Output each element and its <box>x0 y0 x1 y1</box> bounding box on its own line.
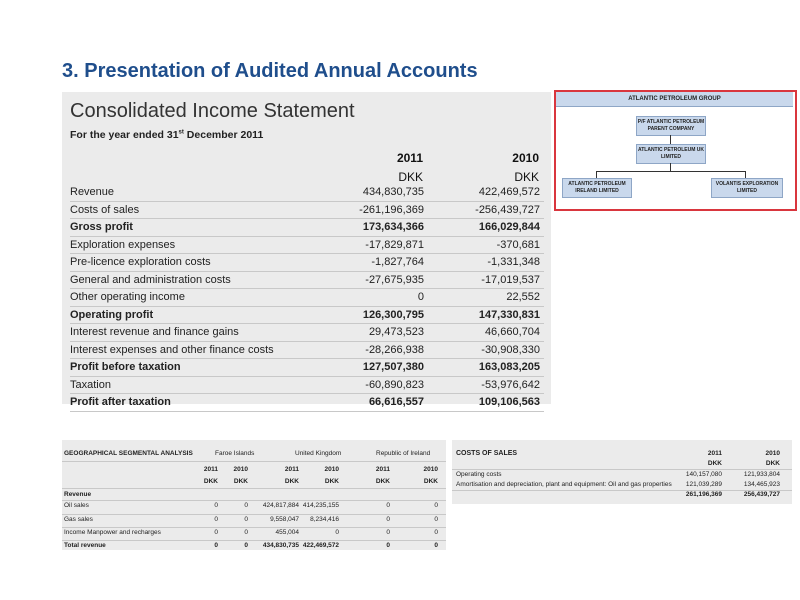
costs-row-label: Operating costs <box>456 471 502 478</box>
income-statement-row <box>70 253 544 271</box>
geo-col-year: 2011 <box>203 466 218 473</box>
value-2011: -261,196,369 <box>359 203 424 216</box>
geo-section-label: Revenue <box>64 491 92 498</box>
org-ireland-limited: ATLANTIC PETROLEUM IRELAND LIMITED <box>562 178 632 198</box>
value-2011: -17,829,871 <box>365 238 424 251</box>
geo-value: 0 <box>434 516 438 523</box>
geo-value: 9,558,047 <box>270 516 299 523</box>
org-volantis-limited: VOLANTIS EXPLORATION LIMITED <box>711 178 783 198</box>
costs-value-2011: 261,196,369 <box>685 491 722 498</box>
income-statement-row <box>70 306 544 324</box>
divider <box>452 469 792 470</box>
income-statement-row <box>70 341 544 359</box>
row-label: Revenue <box>70 186 115 198</box>
income-statement-row <box>70 218 544 236</box>
geo-row-label: Total revenue <box>64 542 106 549</box>
value-2011: 127,507,380 <box>362 361 424 373</box>
geo-col-year: 2010 <box>233 466 248 473</box>
geo-col-currency: DKK <box>423 478 438 485</box>
geo-value: 0 <box>386 542 390 549</box>
geo-value: 0 <box>434 529 438 536</box>
org-connector <box>596 171 746 172</box>
income-statement-title: Consolidated Income Statement <box>70 100 355 122</box>
income-statement-row <box>70 184 544 201</box>
divider <box>62 461 446 462</box>
geo-row-label: Gas sales <box>64 516 93 523</box>
costs-currency-2010: DKK <box>765 460 780 467</box>
geo-table-title: GEOGRAPHICAL SEGMENTAL ANALYSIS <box>64 450 193 457</box>
geo-value: 0 <box>244 542 248 549</box>
geo-value: 0 <box>214 502 218 509</box>
col-year-2011: 2011 <box>396 151 423 165</box>
costs-value-2010: 121,933,804 <box>743 471 780 478</box>
costs-year-2010: 2010 <box>765 450 780 457</box>
income-statement-row <box>70 358 544 376</box>
income-statement-row <box>70 271 544 289</box>
value-2010: 46,660,704 <box>484 326 540 338</box>
geo-value: 455,004 <box>275 529 299 536</box>
col-year-2010: 2010 <box>512 151 539 165</box>
value-2010: 163,083,205 <box>478 361 540 373</box>
geo-value: 0 <box>244 516 248 523</box>
geo-value: 424,817,884 <box>262 502 299 509</box>
value-2010: -17,019,537 <box>481 273 540 286</box>
geo-col-currency: DKK <box>203 478 218 485</box>
col-currency-2011: DKK <box>398 170 423 184</box>
costs-value-2011: 121,039,289 <box>685 481 722 488</box>
geo-value: 0 <box>244 502 248 509</box>
value-2011: 173,634,366 <box>362 221 424 233</box>
value-2010: -370,681 <box>496 238 540 251</box>
income-statement-rows <box>70 184 544 412</box>
org-parent-company: P/F ATLANTIC PETROLEUM PARENT COMPANY <box>636 116 706 136</box>
costs-value-2010: 134,465,923 <box>743 481 780 488</box>
value-2010: 166,029,844 <box>478 221 540 233</box>
org-uk-limited: ATLANTIC PETROLEUM UK LIMITED <box>636 144 706 164</box>
value-2010: 147,330,831 <box>478 308 540 321</box>
costs-value-2010: 256,439,727 <box>743 491 780 498</box>
income-statement-row <box>70 323 544 341</box>
row-label: Profit after taxation <box>70 396 171 408</box>
income-statement-period: For the year ended 31st December 2011 <box>70 129 264 141</box>
value-2011: 0 <box>417 291 424 303</box>
income-statement-row <box>70 393 544 412</box>
row-label: Exploration expenses <box>70 238 176 251</box>
value-2011: 29,473,523 <box>368 326 424 338</box>
costs-row-label: Amortisation and depreciation, plant and equipment: Oil and gas properties <box>456 481 672 488</box>
row-label: Interest expenses and other finance costs <box>70 343 274 356</box>
costs-currency-2011: DKK <box>707 460 722 467</box>
geo-value: 0 <box>434 502 438 509</box>
geo-value: 422,469,572 <box>302 542 339 549</box>
value-2011: -60,890,823 <box>365 378 424 391</box>
value-2010: -53,976,642 <box>481 378 540 391</box>
value-2011: 126,300,795 <box>362 308 424 321</box>
value-2011: -28,266,938 <box>365 343 424 356</box>
value-2011: 434,830,735 <box>362 186 424 198</box>
org-chart <box>554 90 797 211</box>
geo-value: 414,235,155 <box>302 502 339 509</box>
org-group-header: ATLANTIC PETROLEUM GROUP <box>556 92 793 107</box>
geo-row-label: Income Manpower and recharges <box>64 529 161 536</box>
geo-value: 0 <box>434 542 438 549</box>
org-connector <box>745 171 746 178</box>
slide-title: 3. Presentation of Audited Annual Accounts <box>62 60 478 82</box>
geo-region-uk: United Kingdom <box>295 450 342 457</box>
costs-year-2011: 2011 <box>707 450 722 457</box>
geo-value: 0 <box>335 529 339 536</box>
col-currency-2010: DKK <box>514 170 539 184</box>
income-statement-row <box>70 376 544 394</box>
divider <box>62 514 446 515</box>
geo-value: 434,830,735 <box>262 542 299 549</box>
geo-col-year: 2010 <box>423 466 438 473</box>
row-label: Other operating income <box>70 291 185 303</box>
geo-value: 0 <box>386 516 390 523</box>
income-statement-row <box>70 201 544 219</box>
row-label: Taxation <box>70 378 111 391</box>
value-2010: 22,552 <box>506 291 540 303</box>
geo-value: 0 <box>214 542 218 549</box>
row-label: Interest revenue and finance gains <box>70 326 239 338</box>
value-2011: -27,675,935 <box>365 273 424 286</box>
row-label: Operating profit <box>70 308 154 321</box>
row-label: Pre-licence exploration costs <box>70 256 211 268</box>
value-2010: -1,331,348 <box>487 256 540 268</box>
divider <box>62 540 446 541</box>
org-connector <box>670 135 671 144</box>
value-2011: -1,827,764 <box>371 256 424 268</box>
geo-value: 8,234,416 <box>310 516 339 523</box>
geo-col-year: 2011 <box>375 466 390 473</box>
divider <box>62 527 446 528</box>
geo-col-year: 2010 <box>324 466 339 473</box>
row-label: Costs of sales <box>70 203 140 216</box>
income-statement-row <box>70 288 544 306</box>
costs-value-2011: 140,157,080 <box>685 471 722 478</box>
geo-row-label: Oil sales <box>64 502 89 509</box>
divider <box>62 500 446 501</box>
geo-col-currency: DKK <box>284 478 299 485</box>
income-statement-row <box>70 236 544 254</box>
value-2010: 109,106,563 <box>478 396 540 408</box>
costs-table-title: COSTS OF SALES <box>456 450 518 457</box>
row-label: Gross profit <box>70 221 133 233</box>
geo-col-currency: DKK <box>324 478 339 485</box>
geo-value: 0 <box>386 529 390 536</box>
org-connector <box>670 163 671 171</box>
org-connector <box>596 171 597 178</box>
geo-region-faroe: Faroe Islands <box>215 450 255 457</box>
value-2011: 66,616,557 <box>368 396 424 408</box>
geo-col-currency: DKK <box>233 478 248 485</box>
divider <box>62 488 446 489</box>
geo-value: 0 <box>214 529 218 536</box>
geo-segmental-table <box>62 440 446 550</box>
row-label: Profit before taxation <box>70 361 181 373</box>
value-2010: -256,439,727 <box>475 203 540 216</box>
geo-col-year: 2011 <box>284 466 299 473</box>
geo-col-currency: DKK <box>375 478 390 485</box>
geo-region-ireland: Republic of Ireland <box>376 450 431 457</box>
divider <box>452 490 792 491</box>
costs-of-sales-table <box>452 440 792 504</box>
value-2010: -30,908,330 <box>481 343 540 356</box>
geo-value: 0 <box>214 516 218 523</box>
row-label: General and administration costs <box>70 273 231 286</box>
value-2010: 422,469,572 <box>478 186 540 198</box>
geo-value: 0 <box>244 529 248 536</box>
income-statement-panel <box>62 92 551 408</box>
geo-value: 0 <box>386 502 390 509</box>
